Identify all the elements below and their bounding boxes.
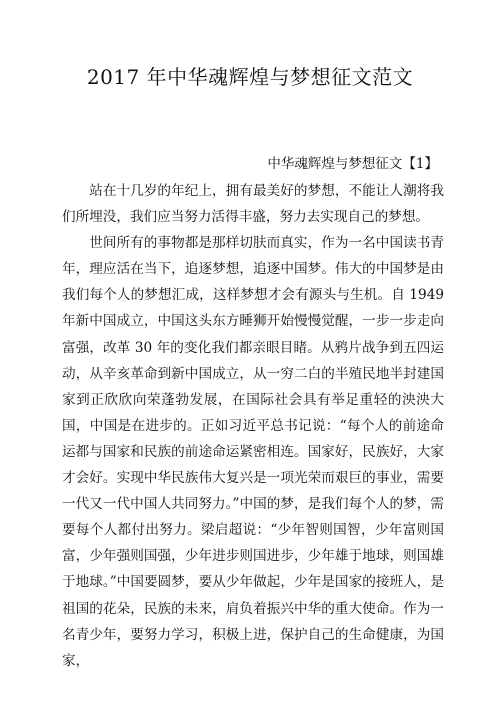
page-title: 2017 年中华魂辉煌与梦想征文范文 (86, 65, 414, 89)
paragraph-1: 站在十几岁的年纪上，拥有最美好的梦想，不能让人潮将我们所埋没，我们应当努力活得丰盛，努力去实现自己的梦想。 (62, 183, 444, 226)
section-heading: 中华魂辉煌与梦想征文【1】 (267, 156, 438, 172)
paragraph-2: 世间所有的事物都是那样切肤而真实，作为一名中国读书青年，理应活在当下，追逐梦想，追逐中国梦。伟大的中国梦是由我们每个人的梦想汇成，这样梦想才会有源头与生机。自 1949 年新中国成立，中国这头东方睡狮开始慢慢觉醒，一步一步走向富强，改革 30 年的变化我们都亲眼目睹。从鸦片战争到五四运动，从辛亥革命到新中国成立，从一穷二白的半殖民地半封建国家到正欣欣向荣蓬勃发展，在国际社会具有举足重轻的泱泱大国，中国是在进步的。正如习近平总书记说：“每个人的前途命运都与国家和民族的前途命运紧密相连。国家好，民族好，大家才会好。实现中华民族伟大复兴是一项光荣而艰巨的事业，需要一代又一代中国人共同努力。”中国的梦，是我们每个人的梦，需要每个人都付出努力。梁启超说：“少年智则国智，少年富则国富，少年强则国强，少年进步则国进步，少年雄于地球，则国雄于地球。”中国要圆梦，要从少年做起，少年是国家的接班人，是祖国的花朵，民族的未来，肩负着振兴中华的重大使命。作为一名青少年，要努力学习，积极上进，保护自己的生命健康，为国家， (62, 235, 444, 669)
body-text (62, 178, 444, 674)
